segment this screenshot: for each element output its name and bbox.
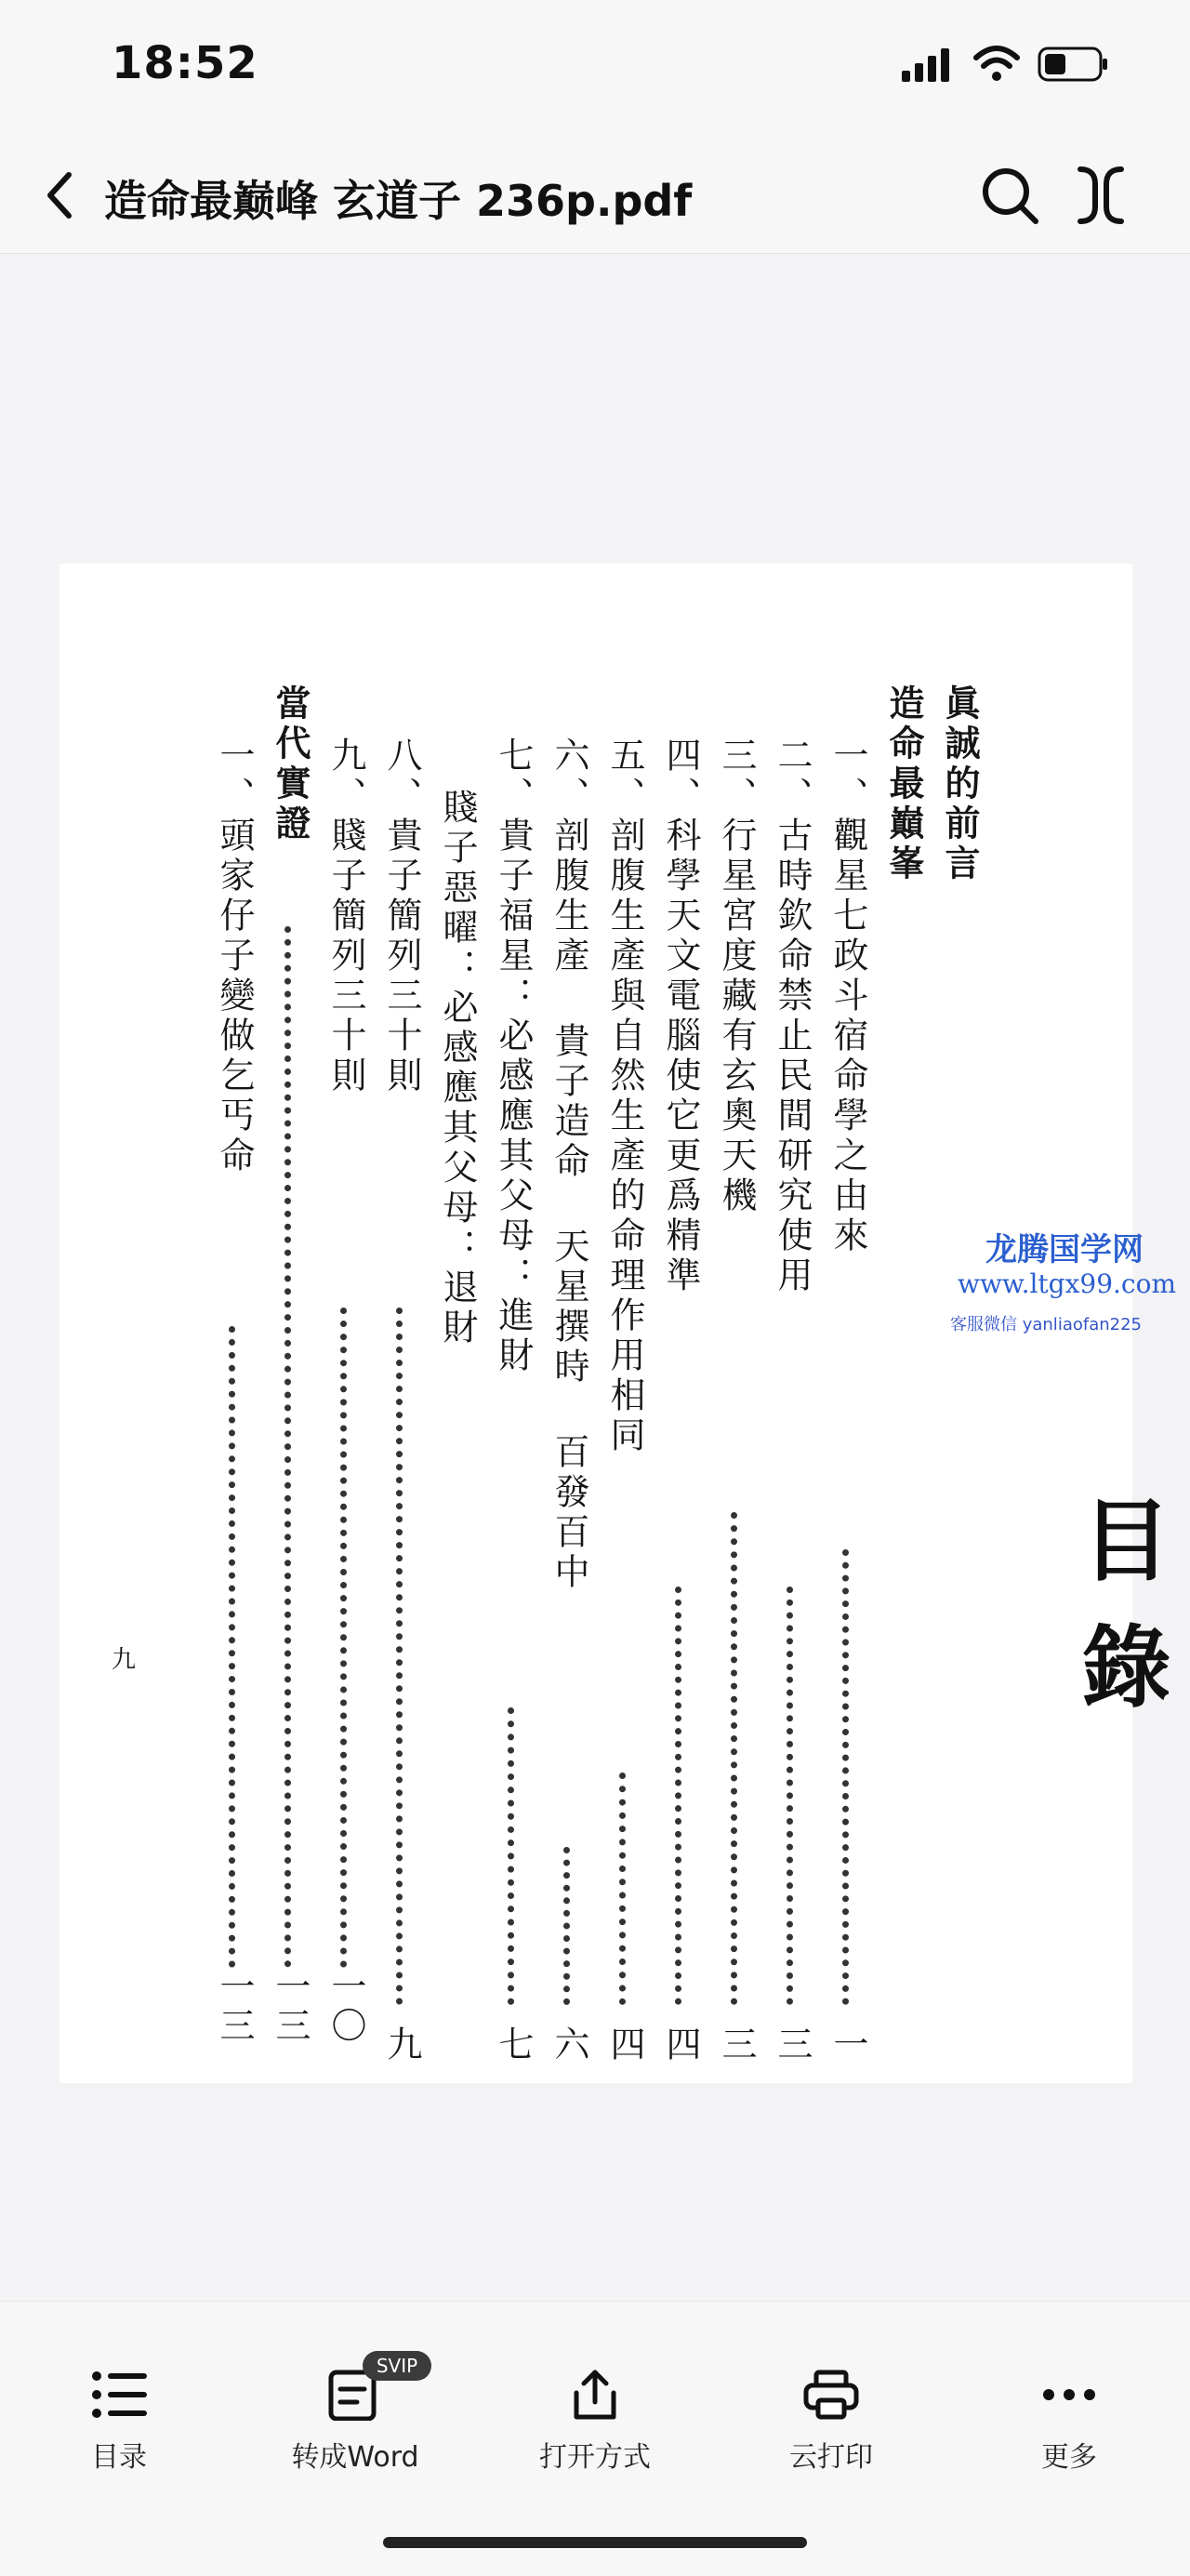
watermark-url: www.ltgx99.com xyxy=(958,1268,1177,1299)
toc-leader-4 xyxy=(675,1587,681,2005)
toc-leader-11 xyxy=(229,1326,235,1968)
toc-button-label: 目录 xyxy=(91,2441,147,2474)
list-icon xyxy=(89,2369,149,2421)
toc-entry-11: 一、頭家仔子變做乞丐命 xyxy=(214,737,255,1176)
toc-leader-7 xyxy=(508,1707,514,2005)
cellular-signal-icon xyxy=(900,46,956,84)
fit-width-icon[interactable] xyxy=(1073,164,1129,227)
toc-entry-1: 一、觀星七政斗宿命學之由來 xyxy=(827,737,868,1256)
toc-leader-5 xyxy=(619,1773,626,2005)
toc-entry-section-heading: 造命最巔峯 xyxy=(883,684,925,884)
page-number: 九 xyxy=(112,1646,137,1674)
document-title: 造命最巅峰 玄道子 236p.pdf xyxy=(104,176,693,226)
toc-entry-2: 二、古時欽命禁止民間研究使用 xyxy=(772,737,813,1296)
toc-entry-8: 八、貴子簡列三十則 xyxy=(381,737,422,1096)
svip-badge: SVIP xyxy=(363,2351,431,2381)
back-arrow-icon[interactable] xyxy=(41,167,78,223)
toc-page-5: 四 xyxy=(604,2025,645,2065)
printer-icon xyxy=(801,2369,861,2421)
toc-leader-3 xyxy=(731,1512,737,2005)
toc-leader-2 xyxy=(787,1587,793,2005)
toc-entry-9: 九、賤子簡列三十則 xyxy=(325,737,366,1096)
toc-button[interactable] xyxy=(45,2369,193,2475)
toc-leader-8 xyxy=(396,1308,403,2005)
toc-entry-6: 六、剖腹生產 貴子造命 天星撰時 百發百中 xyxy=(549,737,589,1593)
toc-leader-9 xyxy=(340,1308,347,1968)
toc-entry-7: 七、貴子福星：必感應其父母：進財 xyxy=(493,737,534,1376)
search-icon[interactable] xyxy=(978,164,1041,227)
more-icon xyxy=(1039,2369,1099,2421)
toc-page-3: 三 xyxy=(716,2025,757,2065)
home-indicator[interactable] xyxy=(383,2537,807,2548)
toc-page-10: 一三 xyxy=(270,1968,311,2046)
open-with-button[interactable] xyxy=(521,2369,669,2475)
wifi-icon xyxy=(972,43,1021,84)
toc-leader-1 xyxy=(842,1549,849,2005)
nav-bar xyxy=(0,139,1190,254)
toc-page-4: 四 xyxy=(660,2025,701,2065)
cloud-print-button[interactable] xyxy=(757,2369,906,2475)
status-time: 18:52 xyxy=(112,37,258,89)
toc-page-11: 一三 xyxy=(214,1968,255,2046)
share-icon xyxy=(565,2369,625,2421)
toc-page-1: 一 xyxy=(827,2025,868,2065)
toc-entry-5: 五、剖腹生產與自然生產的命理作用相同 xyxy=(604,737,645,1456)
toc-entry-7b: 賤子惡曜：必感應其父母：退財 xyxy=(437,789,478,1348)
toc-page-8: 九 xyxy=(381,2025,422,2065)
battery-icon xyxy=(1038,46,1110,82)
more-button[interactable] xyxy=(995,2369,1144,2475)
bottom-toolbar xyxy=(0,2301,1190,2576)
toc-page-2: 三 xyxy=(772,2025,813,2065)
status-bar xyxy=(0,0,1190,139)
convert-word-button[interactable] xyxy=(281,2369,430,2475)
toc-page-9: 一〇 xyxy=(325,1968,366,2046)
toc-leader-10 xyxy=(284,926,291,1968)
watermark-site-name: 龙腾国学网 xyxy=(985,1231,1144,1268)
toc-entry-4: 四、科學天文電腦使它更爲精準 xyxy=(660,737,701,1296)
watermark-contact: 客服微信 yanliaofan225 xyxy=(950,1315,1142,1334)
toc-page-6: 六 xyxy=(549,2025,589,2065)
toc-leader-6 xyxy=(563,1847,570,2005)
more-label: 更多 xyxy=(1041,2441,1097,2474)
toc-entry-current-proof: 當代實證 xyxy=(270,684,311,844)
convert-word-label: 转成Word xyxy=(291,2441,419,2474)
toc-entry-3: 三、行星宮度藏有玄奧天機 xyxy=(716,737,757,1216)
open-with-label: 打开方式 xyxy=(539,2441,651,2474)
toc-entry-preface: 眞誠的前言 xyxy=(939,684,981,884)
toc-heading: 目錄 xyxy=(1067,1494,1172,1746)
toc-page-7: 七 xyxy=(493,2025,534,2065)
cloud-print-label: 云打印 xyxy=(789,2441,873,2474)
